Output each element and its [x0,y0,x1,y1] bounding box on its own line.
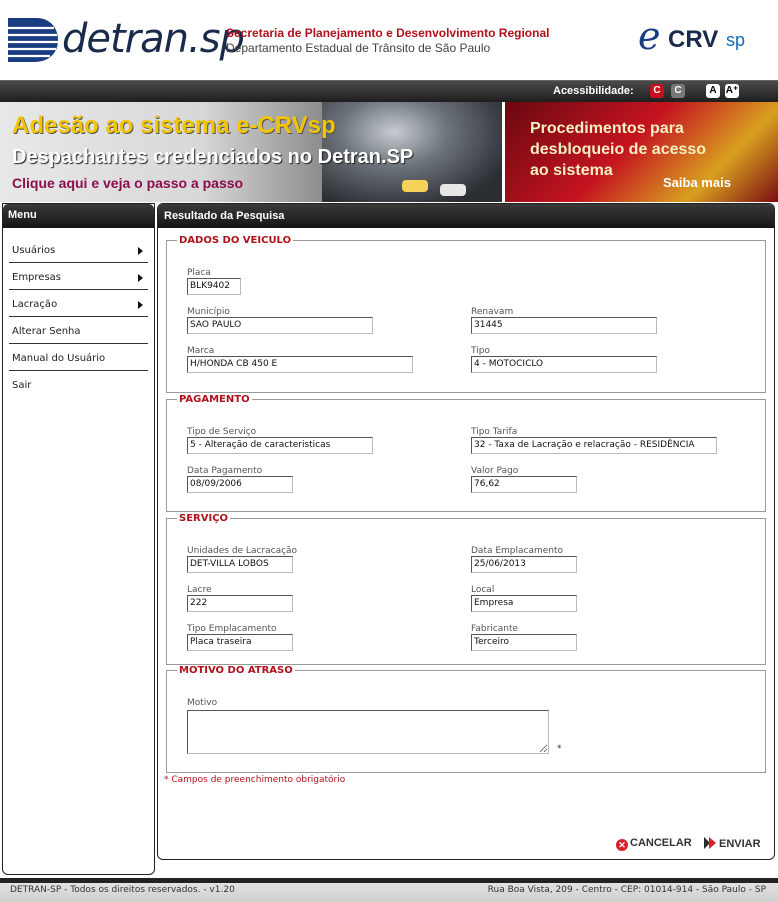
unlock-procedures-banner[interactable] [505,102,778,202]
tipo-tarifa-field[interactable]: 32 - Taxa de Lacração e relacração - RESIDÊNCIA [471,437,717,454]
ecrv-logo-sp: sp [726,30,746,50]
cancel-button[interactable] [616,837,692,851]
data-emplacamento-label: Data Emplacamento [471,546,564,556]
close-icon: ✕ [616,839,628,851]
vehicle-data-legend: DADOS DO VEICULO [179,235,292,246]
accessibility-label: Acessibilidade: [553,85,634,97]
data-pagamento-label: Data Pagamento [187,466,263,476]
vehicle-data-section [166,235,766,393]
sidebar-item-label: Sair [12,380,32,391]
tipo-servico-field[interactable]: 5 - Alteração de caracteristicas [187,437,373,454]
ecrv-logo-crv: CRV [668,26,719,53]
sidebar-item-label: Usuários [12,245,56,256]
chevron-right-icon [138,301,143,309]
sidebar-item-alterar-senha[interactable] [9,317,148,344]
ecrv-logo-e: e [638,14,661,58]
fabricante-field[interactable]: Terceiro [471,634,577,651]
payment-legend: PAGAMENTO [179,394,250,405]
ecrv-adhesion-banner[interactable] [0,102,502,202]
banner-right-line-3: ao sistema [530,162,613,179]
chevron-right-icon [138,247,143,255]
required-star: * [557,744,562,754]
banner-right-line-2: desbloqueio de acesso [530,141,707,158]
municipio-label: Município [187,307,230,317]
banner-right-more-link[interactable]: Saiba mais [663,175,731,190]
required-fields-note: * Campos de preenchimento obrigatório [164,775,346,785]
service-legend: SERVIÇO [179,513,229,524]
detran-logo[interactable] [6,12,244,70]
motivo-textarea[interactable] [187,710,549,754]
tipo-label: Tipo [471,346,490,356]
search-result-panel [157,203,775,860]
unidades-label: Unidades de Lacracação [187,546,298,556]
high-contrast-button[interactable]: C [650,84,664,98]
tipo-emplacamento-field[interactable]: Placa traseira [187,634,293,651]
sidebar-title: Menu [3,204,154,228]
valor-pago-label: Valor Pago [471,466,519,476]
font-larger-button[interactable]: A⁺ [725,85,739,96]
payment-section [166,394,766,512]
placa-label: Placa [187,268,211,278]
motivo-label: Motivo [187,698,218,708]
data-emplacamento-field[interactable]: 25/06/2013 [471,556,577,573]
renavam-label: Renavam [471,307,514,317]
local-label: Local [471,585,495,595]
panel-title: Resultado da Pesquisa [158,204,774,228]
sidebar-item-manual[interactable] [9,344,148,371]
banner-right-text [530,118,706,181]
banner-left-title: Adesão ao sistema e-CRVsp [12,112,336,139]
send-arrow-icon [704,837,717,849]
tipo-tarifa-label: Tipo Tarifa [471,427,518,437]
address-text: Rua Boa Vista, 209 - Centro - CEP: 01014-914 - São Paulo - SP [487,885,766,895]
cancel-label: CANCELAR [630,837,692,849]
sidebar-list [3,236,154,398]
banner-left-subtitle: Despachantes credenciados no Detran.SP [12,146,414,168]
ecrv-logo[interactable] [638,14,756,60]
sidebar-item-empresas[interactable] [9,263,148,290]
placa-field[interactable]: BLK9402 [187,278,241,295]
sidebar-item-label: Empresas [12,272,61,283]
municipio-field[interactable]: SAO PAULO [187,317,373,334]
lacre-label: Lacre [187,585,212,595]
tipo-field[interactable]: 4 - MOTOCICLO [471,356,657,373]
car-image [440,184,466,196]
sidebar-item-sair[interactable] [9,371,148,398]
site-footer [0,883,778,902]
detran-logo-text: detran.sp [62,16,244,62]
sidebar-item-usuarios[interactable] [9,236,148,263]
font-normal-button[interactable]: A [706,84,720,98]
accessibility-bar [0,80,778,102]
sidebar-item-label: Alterar Senha [12,326,81,337]
sidebar-item-label: Lacração [12,299,58,310]
normal-contrast-button[interactable]: C [671,84,685,98]
fabricante-label: Fabricante [471,624,519,634]
marca-field[interactable]: H/HONDA CB 450 E [187,356,413,373]
service-section [166,513,766,665]
renavam-field[interactable]: 31445 [471,317,657,334]
car-image [402,180,428,192]
banner-left-link[interactable]: Clique aqui e veja o passo a passo [12,175,244,191]
site-header [0,0,778,80]
chevron-right-icon [138,274,143,282]
detran-logo-icon [6,16,60,64]
banner-right-line-1: Procedimentos para [530,120,684,137]
org-line-1: Secretaria de Planejamento e Desenvolvimento Regional [226,26,550,40]
sidebar-menu [2,203,155,875]
send-label: ENVIAR [719,838,761,850]
data-pagamento-field[interactable]: 08/09/2006 [187,476,293,493]
valor-pago-field[interactable]: 76,62 [471,476,577,493]
marca-label: Marca [187,346,215,356]
org-line-2: Departamento Estadual de Trânsito de São Paulo [226,41,491,55]
local-field[interactable]: Empresa [471,595,577,612]
sidebar-item-label: Manual do Usuário [12,353,106,364]
lacre-field[interactable]: 222 [187,595,293,612]
delay-reason-section [166,665,766,773]
sidebar-item-lacracao[interactable] [9,290,148,317]
copyright-text: DETRAN-SP - Todos os direitos reservados. - v1.20 [10,885,235,895]
delay-reason-legend: MOTIVO DO ATRASO [179,665,293,676]
unidades-field[interactable]: DET-VILLA LOBOS [187,556,293,573]
tipo-emplacamento-label: Tipo Emplacamento [187,624,277,634]
tipo-servico-label: Tipo de Serviço [187,427,257,437]
send-button[interactable] [704,837,761,850]
